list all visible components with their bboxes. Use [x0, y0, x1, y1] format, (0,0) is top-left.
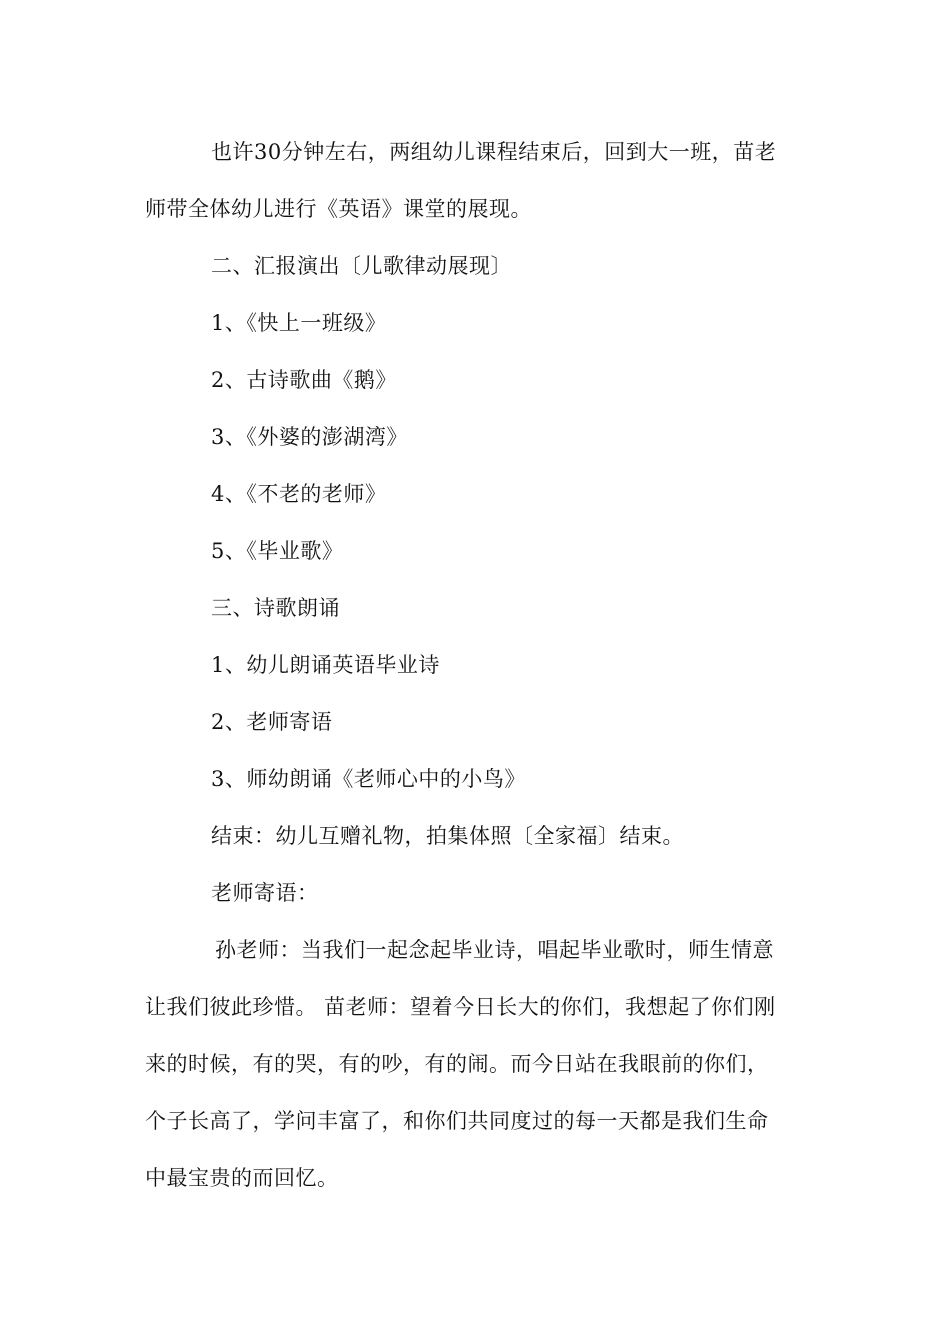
list-item: 1、幼儿朗诵英语毕业诗: [211, 653, 440, 677]
section-heading: 二、汇报演出〔儿歌律动展现〕: [211, 254, 512, 278]
paragraph-line: 孙老师：当我们一起念起毕业诗，唱起毕业歌时，师生情意: [215, 938, 774, 962]
list-item: 1、《快上一班级》: [211, 311, 387, 335]
paragraph-line: 也许30分钟左右，两组幼儿课程结束后，回到大一班，苗老: [211, 140, 777, 164]
list-item: 4、《不老的老师》: [211, 482, 387, 506]
paragraph-line: 中最宝贵的而回忆。: [145, 1166, 339, 1190]
list-item: 2、古诗歌曲《鹅》: [211, 368, 397, 392]
section-heading: 老师寄语：: [211, 881, 319, 905]
paragraph-line: 个子长高了，学问丰富了，和你们共同度过的每一天都是我们生命: [145, 1109, 769, 1133]
list-item: 3、《外婆的澎湖湾》: [211, 425, 408, 449]
paragraph-line: 师带全体幼儿进行《英语》课堂的展现。: [145, 197, 532, 221]
paragraph-line: 结束：幼儿互赠礼物，拍集体照〔全家福〕结束。: [211, 824, 684, 848]
paragraph-line: 来的时候，有的哭，有的吵，有的闹。而今日站在我眼前的你们，: [145, 1052, 769, 1076]
list-item: 3、师幼朗诵《老师心中的小鸟》: [211, 767, 526, 791]
paragraph-line: 让我们彼此珍惜。 苗老师：望着今日长大的你们，我想起了你们刚: [145, 995, 776, 1019]
list-item: 2、老师寄语: [211, 710, 333, 734]
section-heading: 三、诗歌朗诵: [211, 596, 340, 620]
list-item: 5、《毕业歌》: [211, 539, 344, 563]
